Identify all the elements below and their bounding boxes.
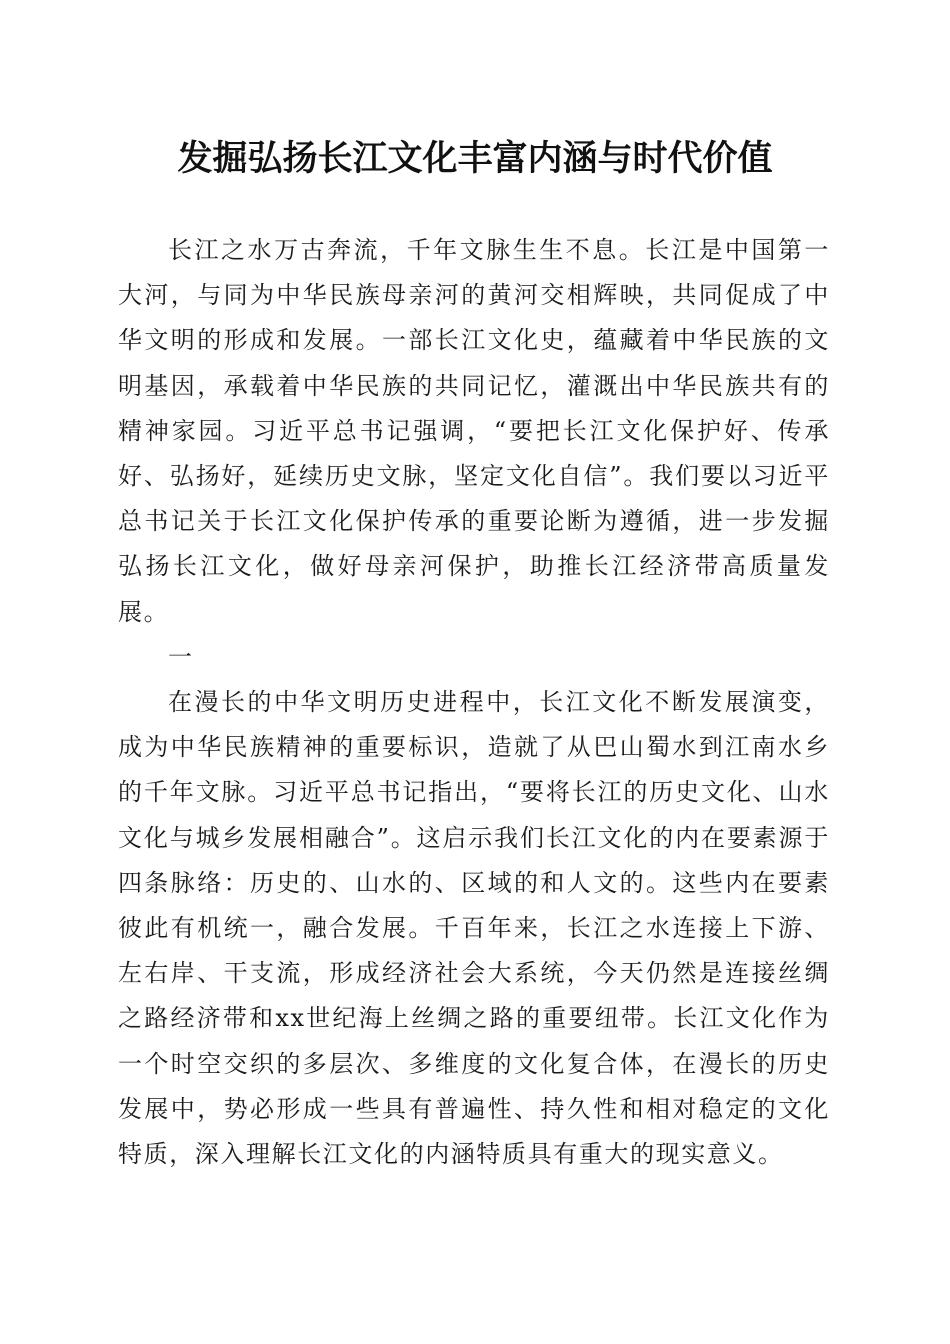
document-title: 发掘弘扬长江文化丰富内涵与时代价值	[177, 138, 773, 179]
paragraph-intro: 长江之水万古奔流，千年文脉生生不息。长江是中国第一大河，与同为中华民族母亲河的黄河交相辉映，共同促成了中华文明的形成和发展。一部长江文化史，蕴藏着中华民族的文明基因，承载着中华民族的共同记忆，灌溉出中华民族共有的精神家园。习近平总书记强调，“要把长江文化保护好、传承好、弘扬好，延续历史文脉，坚定文化自信”。我们要以习近平总书记关于长江文化保护传承的重要论断为遵循，进一步发掘弘扬长江文化，做好母亲河保护，助推长江经济带高质量发展。	[118, 236, 830, 626]
section-number: 一	[168, 642, 194, 671]
document-body	[118, 228, 830, 1177]
paragraph-section-one: 在漫长的中华文明历史进程中，长江文化不断发展演变，成为中华民族精神的重要标识，造就了从巴山蜀水到江南水乡的千年文脉。习近平总书记指出，“要将长江的历史文化、山水文化与城乡发展相融合”。这启示我们长江文化的内在要素源于四条脉络：历史的、山水的、区域的和人文的。这些内在要素彼此有机统一，融合发展。千百年来，长江之水连接上下游、左右岸、干支流，形成经济社会大系统，今天仍然是连接丝绸之路经济带和xx世纪海上丝绸之路的重要纽带。长江文化作为一个时空交织的多层次、多维度的文化复合体，在漫长的历史发展中，势必形成一些具有普遍性、持久性和相对稳定的文化特质，深入理解长江文化的内涵特质具有重大的现实意义。	[118, 688, 830, 1169]
